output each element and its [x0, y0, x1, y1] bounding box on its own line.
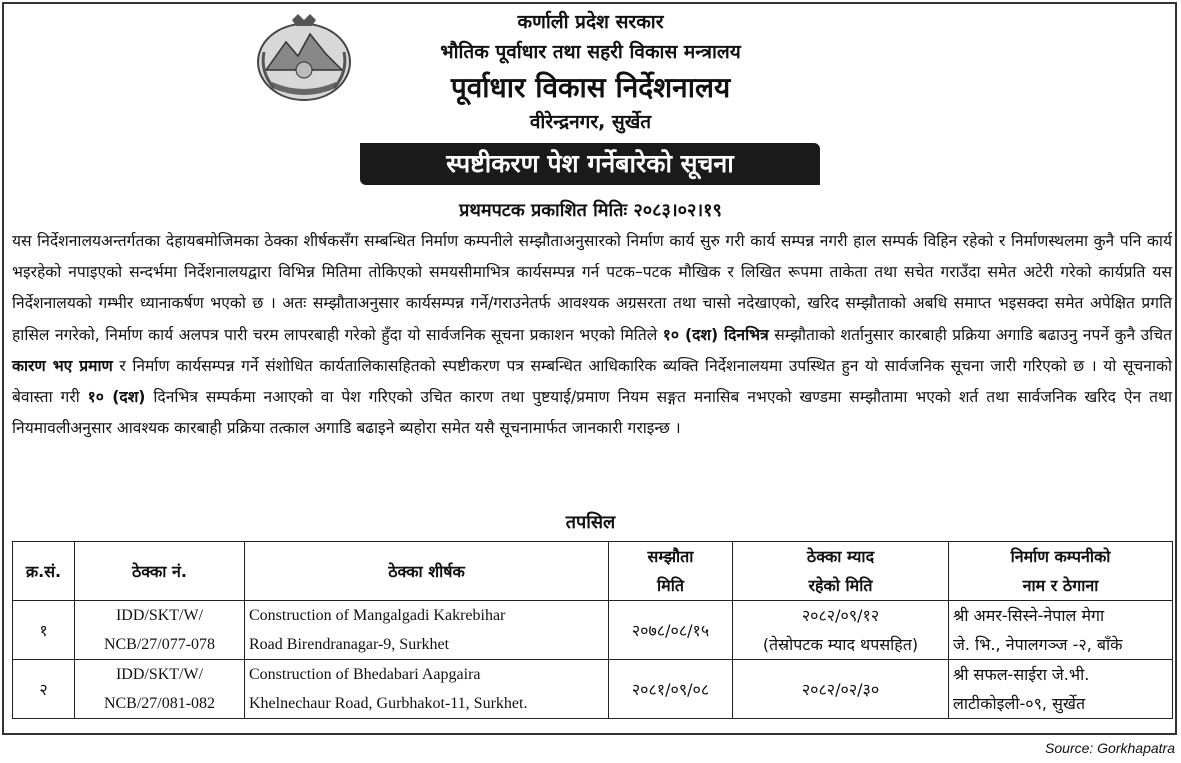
row-contract-no — [75, 660, 245, 719]
header-contract-title: ठेक्का शीर्षक — [245, 542, 609, 601]
row-contract-title — [245, 601, 609, 660]
row-deadline — [733, 601, 949, 660]
body-bold-3: १० (दश) — [87, 388, 146, 407]
header-directorate: पूर्वाधार विकास निर्देशनालय — [450, 71, 731, 104]
header-agreement-date-line2: मिति — [657, 576, 684, 595]
header-deadline — [733, 542, 949, 601]
body-bold-1: १० (दश) दिनभित्र — [662, 325, 769, 344]
published-date: प्रथमपटक प्रकाशित मितिः २०८३।०२।१९ — [459, 200, 722, 221]
row-company — [949, 601, 1173, 660]
table-row — [13, 660, 1173, 719]
deadline-line1: २०८२/०९/१२ — [801, 606, 880, 625]
header-sn: क्र.सं. — [13, 542, 75, 601]
table-row — [13, 601, 1173, 660]
contract-title-line1: Construction of Bhedabari Aapgaira — [249, 666, 481, 683]
header-deadline-line2: रहेको मिति — [808, 576, 873, 595]
header-agreement-date-line1: सम्झौता — [647, 547, 694, 566]
deadline-line1: २०८२/०२/३० — [801, 679, 880, 699]
row-sn: १ — [13, 601, 75, 660]
body-bold-2: कारण भए प्रमाण — [12, 356, 113, 375]
deadline-line2: (तेस्रोपटक म्याद थपसहित) — [762, 635, 919, 654]
header-address: वीरेन्द्रनगर, सुर्खेत — [529, 111, 652, 133]
header-company — [949, 542, 1173, 601]
contract-no-line1: IDD/SKT/W/ — [115, 666, 204, 683]
contract-title-line1: Construction of Mangalgadi Kakrebihar — [249, 607, 506, 624]
row-sn: २ — [13, 660, 75, 719]
row-agreement-date: २०८१/०९/०८ — [609, 660, 733, 719]
schedule-table — [12, 541, 1173, 719]
contract-title-line2: Khelnechaur Road, Gurbhakot-11, Surkhet. — [249, 695, 528, 712]
row-contract-title — [245, 660, 609, 719]
company-line1: श्री अमर-सिस्ने-नेपाल मेगा — [953, 606, 1105, 625]
row-company — [949, 660, 1173, 719]
company-line1: श्री सफल-साईरा जे.भी. — [953, 665, 1090, 684]
notice-title: स्पष्टीकरण पेश गर्नेबारेको सूचना — [360, 143, 820, 185]
header-company-line1: निर्माण कम्पनीको — [1010, 547, 1111, 566]
contract-no-line1: IDD/SKT/W/ — [115, 607, 204, 624]
header-deadline-line1: ठेक्का म्याद — [806, 547, 875, 566]
contract-no-line2: NCB/27/081-082 — [103, 695, 216, 712]
row-contract-no — [75, 601, 245, 660]
contract-no-line2: NCB/27/077-078 — [103, 636, 216, 653]
company-line2: जे. भि., नेपालगञ्ज -२, बाँके — [953, 635, 1123, 654]
row-agreement-date: २०७८/०८/१५ — [609, 601, 733, 660]
schedule-title: तपसिल — [565, 512, 616, 533]
header-company-line2: नाम र ठेगाना — [1022, 576, 1099, 595]
company-line2: लाटीकोइली-०९, सुर्खेत — [953, 694, 1086, 713]
contract-title-line2: Road Birendranagar-9, Surkhet — [249, 636, 450, 653]
header-province: कर्णाली प्रदेश सरकार — [517, 11, 664, 33]
source-credit: Source: Gorkhapatra — [1045, 740, 1175, 756]
row-deadline — [733, 660, 949, 719]
body-text-3: र निर्माण कार्यसम्पन्न गर्ने संशोधित कार्यतालिकासहितको स्पष्टीकरण पत्र सम्बन्धित आधिकारिक ब्यक्ति निर्देशनालयमा उपस्थित हुन यो सार्वजनिक सूचना जारी गरिएको छ । यो सूचनाको बेवास्ता गरी — [12, 356, 1173, 407]
header-contract-no: ठेक्का नं. — [75, 542, 245, 601]
header-ministry: भौतिक पूर्वाधार तथा सहरी विकास मन्त्रालय — [440, 41, 741, 63]
body-text-1: यस निर्देशनालयअन्तर्गतका देहायबमोजिमका ठेक्का शीर्षकसँग सम्बन्धित निर्माण कम्पनीले सम्झौताअनुसारको निर्माण कार्य सुरु गरी कार्य सम्पन्न नगरी हाल सम्पर्क विहिन रहेको र निर्माणस्थलमा कुनै पनि कार्य भइरहेको नपाइएको सन्दर्भमा निर्देशनालयद्वारा विभिन्न मितिमा तोकिएको समयसीमाभित्र कार्यसम्पन्न गर्न पटक–पटक मौखिक र लिखित रूपमा ताकेता तथा सचेत गराउँदा समेत अटेरी गरेको कार्यप्रति यस निर्देशनालयको गम्भीर ध्यानाकर्षण भएको छ । अतः सम्झौताअनुसार कार्यसम्पन्न गर्ने/गराउनेतर्फ आवश्यक अग्रसरता तथा चासो नदेखाएको, खरिद सम्झौताको अबधि समाप्त भइसक्दा समेत अपेक्षित प्रगति हासिल नगरेको, निर्माण कार्य अलपत्र पारी चरम लापरबाही गरेको हुँदा यो सार्वजनिक सूचना प्रकाशन भएको मितिले — [12, 232, 1172, 344]
notice-body — [12, 226, 1172, 444]
header-agreement-date — [609, 542, 733, 601]
table-header-row — [13, 542, 1173, 601]
body-text-2: सम्झौताको शर्तानुसार कारबाही प्रक्रिया अगाडि बढाउनु नपर्ने कुनै उचित — [774, 325, 1172, 344]
body-text-4: दिनभित्र सम्पर्कमा नआएको वा पेश गरिएको उचित कारण तथा पुष्टयाई/प्रमाण नियम सङ्गत मनासिब नभएको खण्डमा सम्झौतामा भएको शर्त तथा सार्वजनिक खरिद ऐन तथा नियमावलीअनुसार आवश्यक कारबाही प्रक्रिया तत्काल अगाडि बढाइने ब्यहोरा समेत यसै सूचनामार्फत जानकारी गराइन्छ । — [12, 388, 1172, 438]
